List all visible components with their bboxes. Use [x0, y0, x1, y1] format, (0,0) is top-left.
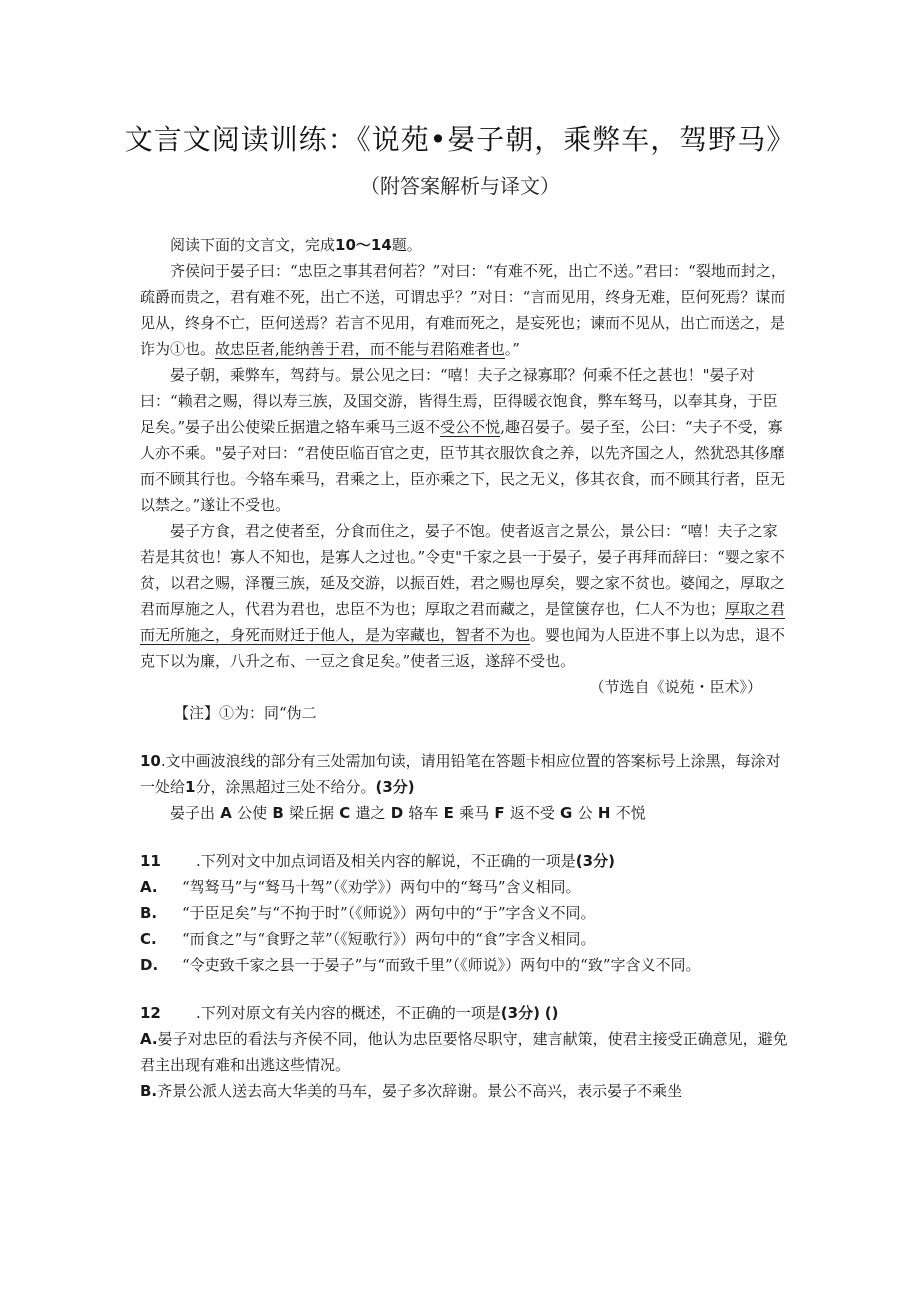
question-12-options: [140, 1026, 790, 1104]
option-d: [140, 952, 790, 978]
answer-mark: G: [554, 804, 578, 822]
source-citation: （节选自《说苑・臣术》）: [589, 678, 762, 696]
option-b: [140, 1078, 790, 1104]
underlined-text: 受公不悦: [440, 418, 501, 436]
question-10: 10.文中画波浪线的部分有三处需加句读，请用铅笔在答题卡相应位置的答案标号上涂黑，每涂对一处给1分，涂黑超过三处不给分。(3分): [140, 752, 781, 796]
answer-mark: E: [438, 804, 460, 822]
segment-text: 遣之: [355, 804, 386, 822]
document-subtitle: （附答案解析与译文）: [360, 174, 560, 198]
option-text: “驾驽马”与“驽马十驾”（《劝学》）两句中的“驽马”含义相同。: [182, 878, 581, 896]
segment-text: 公: [577, 804, 593, 822]
option-text: “令吏致千家之县一于晏子”与“而致千里”（《师说》）两句中的“致”字含义不同。: [182, 956, 701, 974]
segment-text: 公使: [237, 804, 268, 822]
question-11-options: [140, 874, 790, 978]
document-body: [140, 232, 790, 1104]
passage-paragraph-1: 齐侯问于晏子曰：“忠臣之事其君何若？”对曰：“有难不死，出亡不送。”君曰：“裂地而封之，疏爵而贵之，君有难不死，出亡不送，可谓忠乎？”对日：“言而见用，终身无难，臣何死焉？谋而见从，终身不亡，臣何送焉？若言不见用，有难而死之，是妄死也；谏而不见从，出亡而送之，是诈为①也。故忠臣者,能纳善于君，而不能与君陷难者也。”: [140, 262, 786, 358]
option-label: A.: [140, 1030, 158, 1048]
passage-paragraph-3: 晏子方食，君之使者至，分食而住之，晏子不饱。使者返言之景公，景公曰：“嘻！夫子之家若是其贫也！寡人不知也，是寡人之过也。”令吏"千家之县一于晏子，晏子再拜而辞曰：“婴之家不贫，以君之赐，泽覆三族，延及交游，以振百姓，君之赐也厚矣，婴之家不贫也。婆闻之，厚取之君而厚施之人，代君为君也，忠臣不为也；厚取之君而藏之，是筐箧存也，仁人不为也；厚取之君而无所施之，身死而财迁于他人，是为宰藏也，智者不为也。婴也闻为人臣进不事上以为忠，退不克下以为廉，八升之布、一豆之食足矣。”使者三返，遂辞不受也。: [140, 522, 786, 670]
answer-mark: C: [334, 804, 356, 822]
option-label: B.: [140, 904, 158, 922]
segment-text: 乘马: [459, 804, 490, 822]
option-text: 晏子对忠臣的看法与齐侯不同，他认为忠臣要恪尽职守，建言献策，使君主接受正确意见，避免君主出现有难和出逃这些情况。: [140, 1030, 788, 1074]
segment-text: 辂车: [408, 804, 439, 822]
option-a: [140, 1026, 790, 1078]
annotation-note: 【注】①为：同“伪二: [174, 704, 317, 722]
option-text: “于臣足矣”与“不拘于时”（《师说》）两句中的“于”字含义不同。: [182, 904, 596, 922]
option-c: [140, 926, 790, 952]
option-text: “而食之”与“食野之苹”（《短歌行》）两句中的“食”字含义相同。: [182, 930, 596, 948]
question-range: 10〜14: [335, 236, 392, 254]
option-label: B.: [140, 1082, 158, 1100]
option-a: [140, 874, 790, 900]
option-b: [140, 900, 790, 926]
answer-mark: B: [267, 804, 289, 822]
question-12: 12 .下列对原文有关内容的概述，不正确的一项是(3分) (): [140, 1004, 559, 1022]
option-text: 齐景公派人送去高大华美的马车，晏子多次辞谢。景公不高兴，表示晏子不乘坐: [157, 1082, 683, 1100]
passage-paragraph-2: 晏子朝，乘弊车，驾荮与。景公见之曰：“嘻！夫子之禄寡耶？何乘不任之甚也！"晏子对曰：“赖君之赐，得以寿三族，及国交游，皆得生焉，臣得暖衣饱食，弊车驽马，以奉其身，于臣足矣。”晏子出公使梁丘据遣之辂车乘马三返不受公不悦,趣召晏子。晏子至，公曰：“夫子不受，寡人亦不乘。"晏子对曰：“君使臣临百官之吏，臣节其衣服饮食之养，以先齐国之人，然犹恐其侈靡而不顾其行也。今辂车乘马，君乘之上，臣亦乘之下，民之无义，侈其衣食，而不顾其行者，臣无以禁之。”遂让不受也。: [140, 366, 786, 514]
question-11: 11 .下列对文中加点词语及相关内容的解说，不正确的一项是(3分): [140, 852, 615, 870]
question-10-segments: [140, 800, 790, 826]
answer-mark: A: [215, 804, 238, 822]
segment-text: 返不受: [509, 804, 555, 822]
answer-mark: H: [592, 804, 616, 822]
wavy-underline-text: 故忠臣者,能纳善于君，而不能与君陷难者也: [215, 340, 505, 358]
option-label: C.: [140, 930, 157, 948]
intro-line: 阅读下面的文言文，完成10〜14题。: [170, 236, 422, 254]
answer-mark: D: [385, 804, 409, 822]
underlined-sentence: 厚取之君而无所施之，身死而财迁于他人，是为宰藏也，智者不为也: [140, 600, 786, 644]
segment-text: 梁丘据: [288, 804, 334, 822]
segment-text: 不悦: [615, 804, 646, 822]
option-label: A.: [140, 878, 158, 896]
answer-mark: F: [489, 804, 510, 822]
document-title: 文言文阅读训练：《说苑•晏子朝，乘弊车，驾野马》: [124, 123, 796, 156]
segment-text: 晏子出: [170, 804, 216, 822]
option-label: D.: [140, 956, 159, 974]
